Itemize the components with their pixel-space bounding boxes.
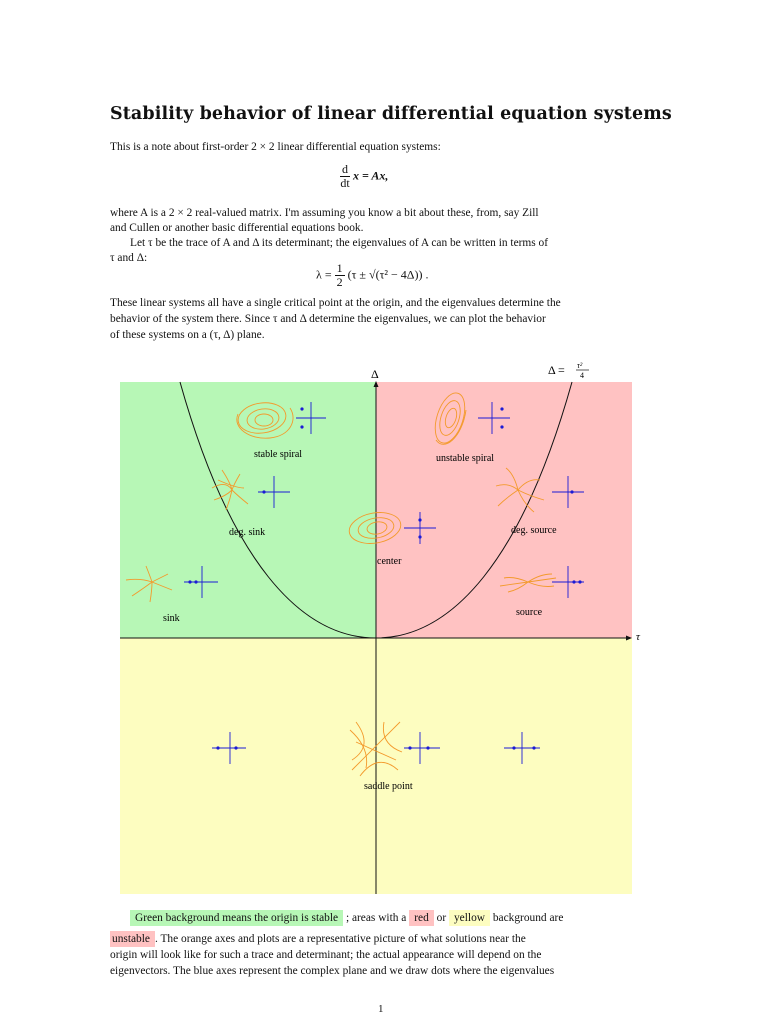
label-unstable-spiral: unstable spiral [436,453,495,464]
paragraph-4-line-1: These linear systems all have a single critical point at the origin, and the eigenvalues determine the [110,297,561,309]
legend-paragraph-line-3: origin will look like for such a trace and determinant; the actual appearance will depend on the [110,949,542,961]
highlight-stable: Green background means the origin is stable [130,910,343,926]
paragraph-4-line-3: of these systems on a (τ, Δ) plane. [110,329,265,341]
parabola-label [548,361,589,380]
label-sink: sink [163,613,180,624]
derivative-numerator: d [342,162,348,176]
page-number: 1 [378,1003,384,1015]
paragraph-4-line-2: behavior of the system there. Since τ and Δ determine the eigenvalues, we can plot the behavior [110,313,546,325]
label-saddle-point: saddle point [364,781,413,792]
label-stable-spiral: stable spiral [254,449,303,460]
tau-axis-label: τ [636,631,640,643]
legend-text-1: ; areas with a [345,912,407,924]
parabola-label-numerator: τ² [577,361,583,370]
legend-paragraph-line-2 [110,931,658,947]
derivative-denominator: dt [340,176,350,190]
equation-rhs: x = Ax, [353,168,389,183]
half-denominator: 2 [336,275,343,289]
paragraph-3-line-2: τ and Δ: [110,252,148,264]
parabola-label-denominator: 4 [580,371,584,380]
highlight-unstable: unstable [110,931,155,947]
paragraph-2-line-1: where A is a 2 × 2 real-valued matrix. I'm assuming you know a bit about these, from, say Zill [110,207,539,219]
parabola-label-lhs: Δ = [548,363,565,377]
legend-text-4: . The orange axes and plots are a representative picture of what solutions near the [154,933,526,945]
legend-paragraph-line-4: eigenvectors. The blue axes represent the complex plane and we draw dots where the eigenvalues [110,965,555,977]
eigenvalue-body: (τ ± √(τ² − 4Δ)) . [347,267,429,282]
legend-text-3: background are [492,912,564,924]
highlight-yellow: yellow [449,910,490,926]
eigenvalue-lhs: λ = [316,267,332,282]
paragraph-2-line-2: and Cullen or another basic differential equations book. [110,222,364,234]
highlight-red: red [409,910,434,926]
label-degenerate-source: deg. source [511,525,557,536]
legend-paragraph-line-1 [110,910,658,926]
stable-region [120,382,376,638]
legend-text-2: or [436,912,447,924]
delta-axis-label: Δ [371,367,379,381]
paragraph-3-line-1: Let τ be the trace of A and Δ its determinant; the eigenvalues of A can be written in terms of [130,237,549,249]
half-numerator: 1 [336,261,343,275]
label-degenerate-sink: deg. sink [229,527,266,538]
page-title: Stability behavior of linear differential equation systems [110,104,672,124]
label-source: source [516,607,543,618]
intro-paragraph: This is a note about first-order 2 × 2 linear differential equation systems: [110,141,441,153]
label-center: center [377,556,402,567]
unstable-region [376,382,632,638]
